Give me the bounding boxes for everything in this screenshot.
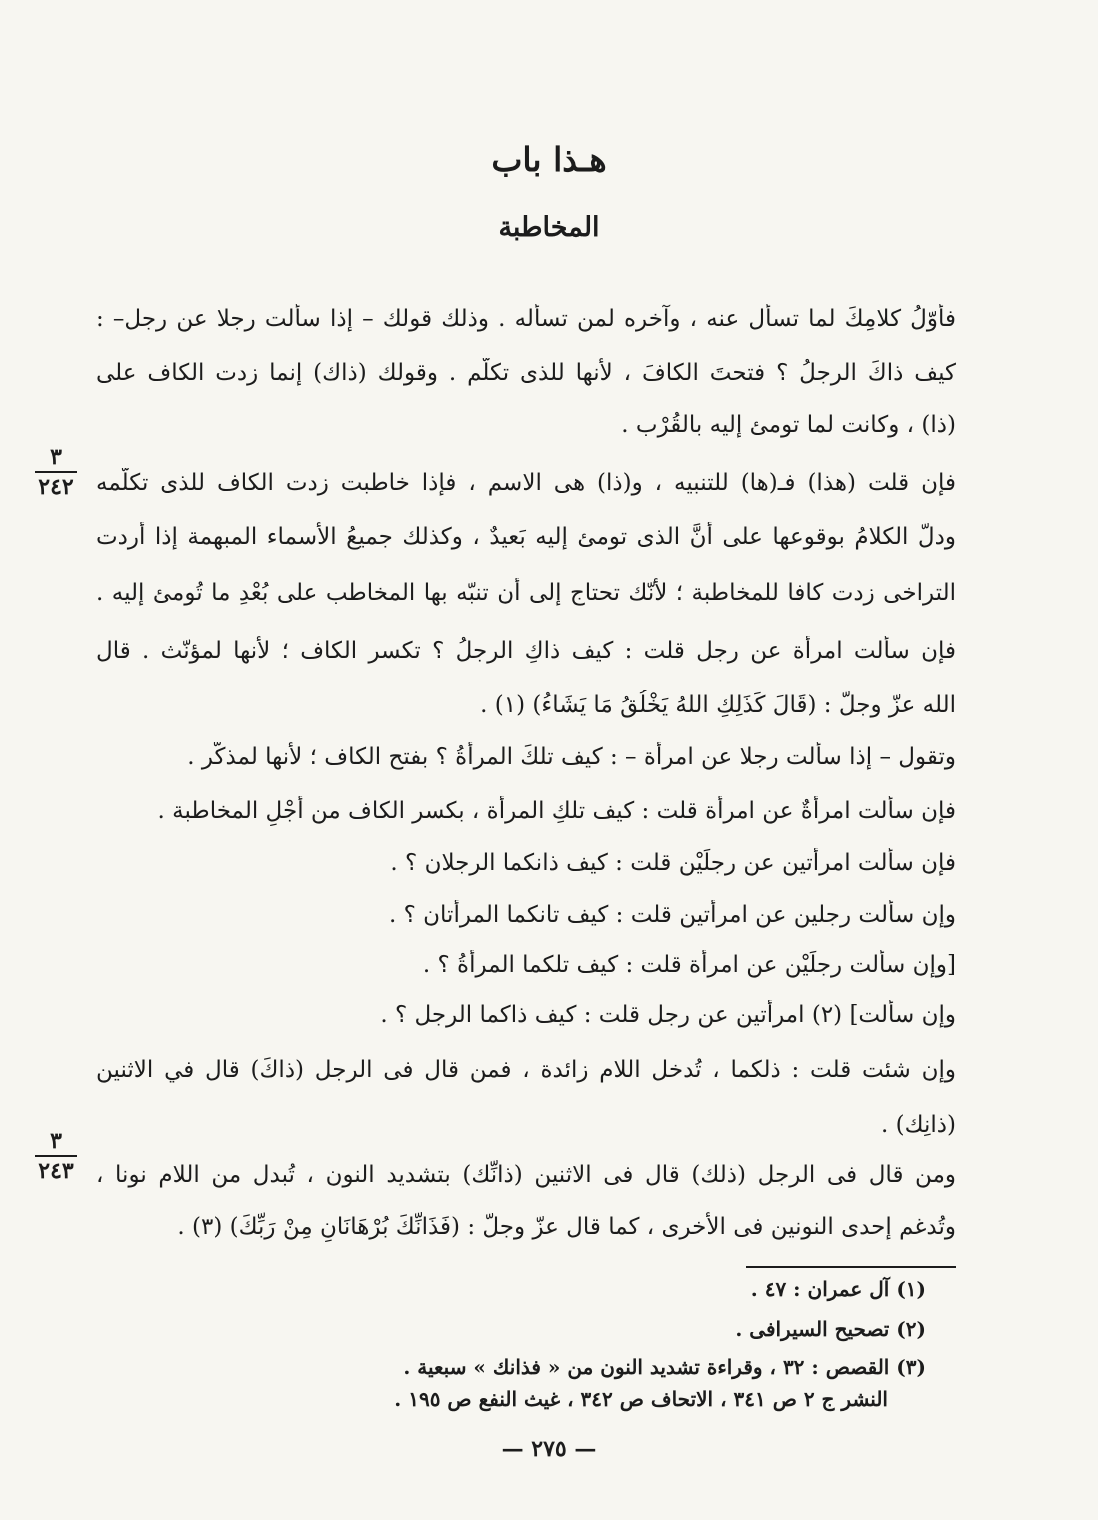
text-line: الله عزّ وجلّ : (قَالَ كَذَلِكِ اللهُ يَخْلُقُ مَا يَشَاءُ) (١) . [480, 692, 956, 718]
footnote: (٢) تصحيح السيرافى . [735, 1317, 926, 1341]
text-line: وإن شئت قلت : ذلكما ، تُدخل اللام زائدة ، فمن قال فى الرجل (ذاكَ) قال في الاثنين [96, 1057, 956, 1083]
page-number: — ٢٧٥ — [501, 1436, 597, 1462]
text-line: فإن سألت امرأتين عن رجلَيْن قلت : كيف ذانكما الرجلان ؟ . [390, 850, 956, 876]
margin-reference-divider [35, 1155, 77, 1157]
text-line: فأوّلُ كلامِكَ لما تسأل عنه ، وآخره لمن تسأله . وذلك قولك – إذا سألت رجلا عن رجل– : [96, 306, 956, 332]
footnote-continuation: النشر ج ٢ ص ٣٤١ ، الاتحاف ص ٣٤٢ ، غيث النفع ص ١٩٥ . [394, 1387, 888, 1411]
text-line: [وإن سألت رجلَيْن عن امرأة قلت : كيف تلكما المرأةُ ؟ . [422, 952, 956, 978]
text-line: وتُدغم إحدى النونين فى الأخرى ، كما قال عزّ وجلّ : (فَذَانِّكَ بُرْهَانَانِ مِنْ رَبِّكَ) (٣) . [177, 1214, 956, 1240]
text-line: التراخى زدت كافا للمخاطبة ؛ لأنّك تحتاج إلى أن تنبّه بها المخاطب على بُعْدِ ما تُومئ إليه . [96, 580, 956, 606]
chapter-title: هـذا باب [491, 140, 607, 179]
text-line: فإن سألت امرأةٌ عن امرأة قلت : كيف تلكِ المرأة ، بكسر الكاف من أجْلِ المخاطبة . [157, 798, 956, 824]
text-line: وتقول – إذا سألت رجلا عن امرأة – : كيف تلكَ المرأةُ ؟ بفتح الكاف ؛ لأنها لمذكّر . [187, 744, 956, 770]
footnote: (٣) القصص : ٣٢ ، وقراءة تشديد النون من « فذانك » سبعية . [403, 1355, 926, 1379]
text-line: وإن سألت] (٢) امرأتين عن رجل قلت : كيف ذاكما الرجل ؟ . [380, 1002, 956, 1028]
text-line: ومن قال فى الرجل (ذلك) قال فى الاثنين (ذانِّك) بتشديد النون ، تُبدل من اللام نونا ، [96, 1162, 956, 1188]
footnote: (١) آل عمران : ٤٧ . [750, 1277, 926, 1301]
chapter-subtitle: المخاطبة [498, 212, 600, 243]
margin-reference-page: ٢٤٢ [38, 474, 74, 500]
margin-reference-page: ٢٤٣ [38, 1158, 74, 1184]
text-line: (ذا) ، وكانت لما تومئ إليه بالقُرْب . [621, 412, 956, 438]
text-line: ودلّ الكلامُ بوقوعها على أنَّ الذى تومئ إليه بَعيدٌ ، وكذلك جميعُ الأسماء المبهمة إذا أردت [96, 524, 956, 550]
margin-reference-volume: ٣ [50, 1128, 62, 1154]
footnote-separator [746, 1266, 956, 1268]
text-line: فإن سألت امرأة عن رجل قلت : كيف ذاكِ الرجلُ ؟ تكسر الكاف ؛ لأنها لمؤنّث . قال [96, 638, 956, 664]
text-line: كيف ذاكَ الرجلُ ؟ فتحتَ الكافَ ، لأنها للذى تكلّم . وقولك (ذاك) إنما زدت الكاف على [96, 360, 956, 386]
text-line: فإن قلت (هذا) فـ(ها) للتنبيه ، و(ذا) هى الاسم ، فإذا خاطبت زدت الكاف للذى تكلّمه [96, 470, 956, 496]
margin-reference-volume: ٣ [50, 444, 62, 470]
margin-page-reference [26, 1130, 86, 1182]
margin-reference-divider [35, 471, 77, 473]
text-line: (ذانِك) . [881, 1112, 956, 1138]
text-line: وإن سألت رجلين عن امرأتين قلت : كيف تانكما المرأتان ؟ . [389, 902, 956, 928]
margin-page-reference [26, 446, 86, 498]
